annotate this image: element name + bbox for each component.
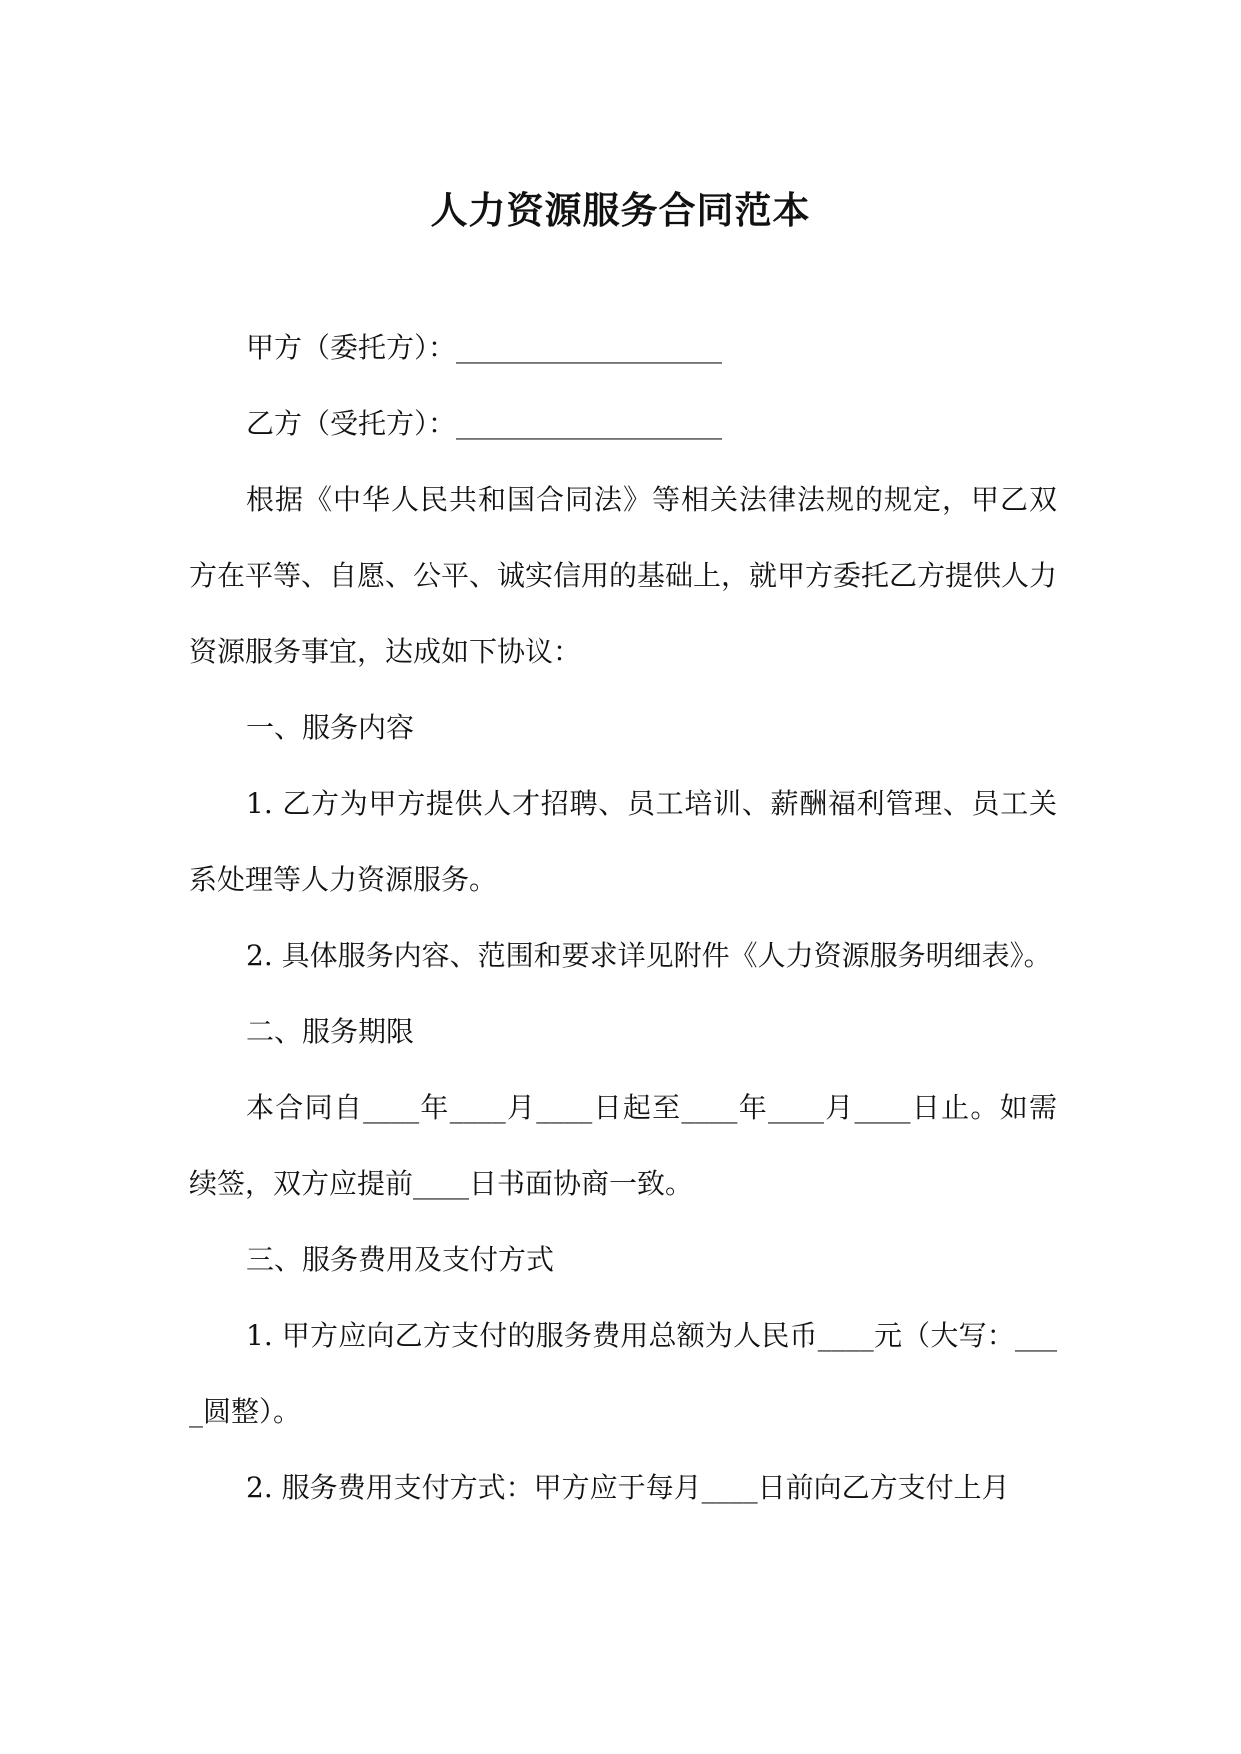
party-b-line: 乙方（受托方）：___________________ bbox=[246, 407, 723, 440]
clause-3-1: 1. 甲方应向乙方支付的服务费用总额为人民币____元（大写：____圆整）。 bbox=[189, 1319, 1057, 1428]
section-heading-fees-payment: 三、服务费用及支付方式 bbox=[246, 1243, 555, 1276]
clause-3-2: 2. 服务费用支付方式：甲方应于每月____日前向乙方支付上月 bbox=[246, 1471, 1010, 1504]
section-heading-service-term: 二、服务期限 bbox=[246, 1015, 415, 1048]
party-a-line: 甲方（委托方）：___________________ bbox=[246, 331, 723, 364]
clause-1-2: 2. 具体服务内容、范围和要求详见附件《人力资源服务明细表》。 bbox=[246, 939, 1052, 972]
document-title: 人力资源服务合同范本 bbox=[430, 188, 811, 232]
section-heading-service-content: 一、服务内容 bbox=[246, 711, 415, 744]
preamble-paragraph: 根据《中华人民共和国合同法》等相关法律法规的规定，甲乙双方在平等、自愿、公平、诚实信用的基础上，就甲方委托乙方提供人力资源服务事宜，达成如下协议： bbox=[189, 483, 1058, 668]
document-body bbox=[189, 310, 1057, 1526]
clause-2-term: 本合同自____年____月____日起至____年____月____日止。如需续签，双方应提前____日书面协商一致。 bbox=[189, 1091, 1057, 1200]
clause-1-1: 1. 乙方为甲方提供人才招聘、员工培训、薪酬福利管理、员工关系处理等人力资源服务。 bbox=[189, 787, 1057, 896]
